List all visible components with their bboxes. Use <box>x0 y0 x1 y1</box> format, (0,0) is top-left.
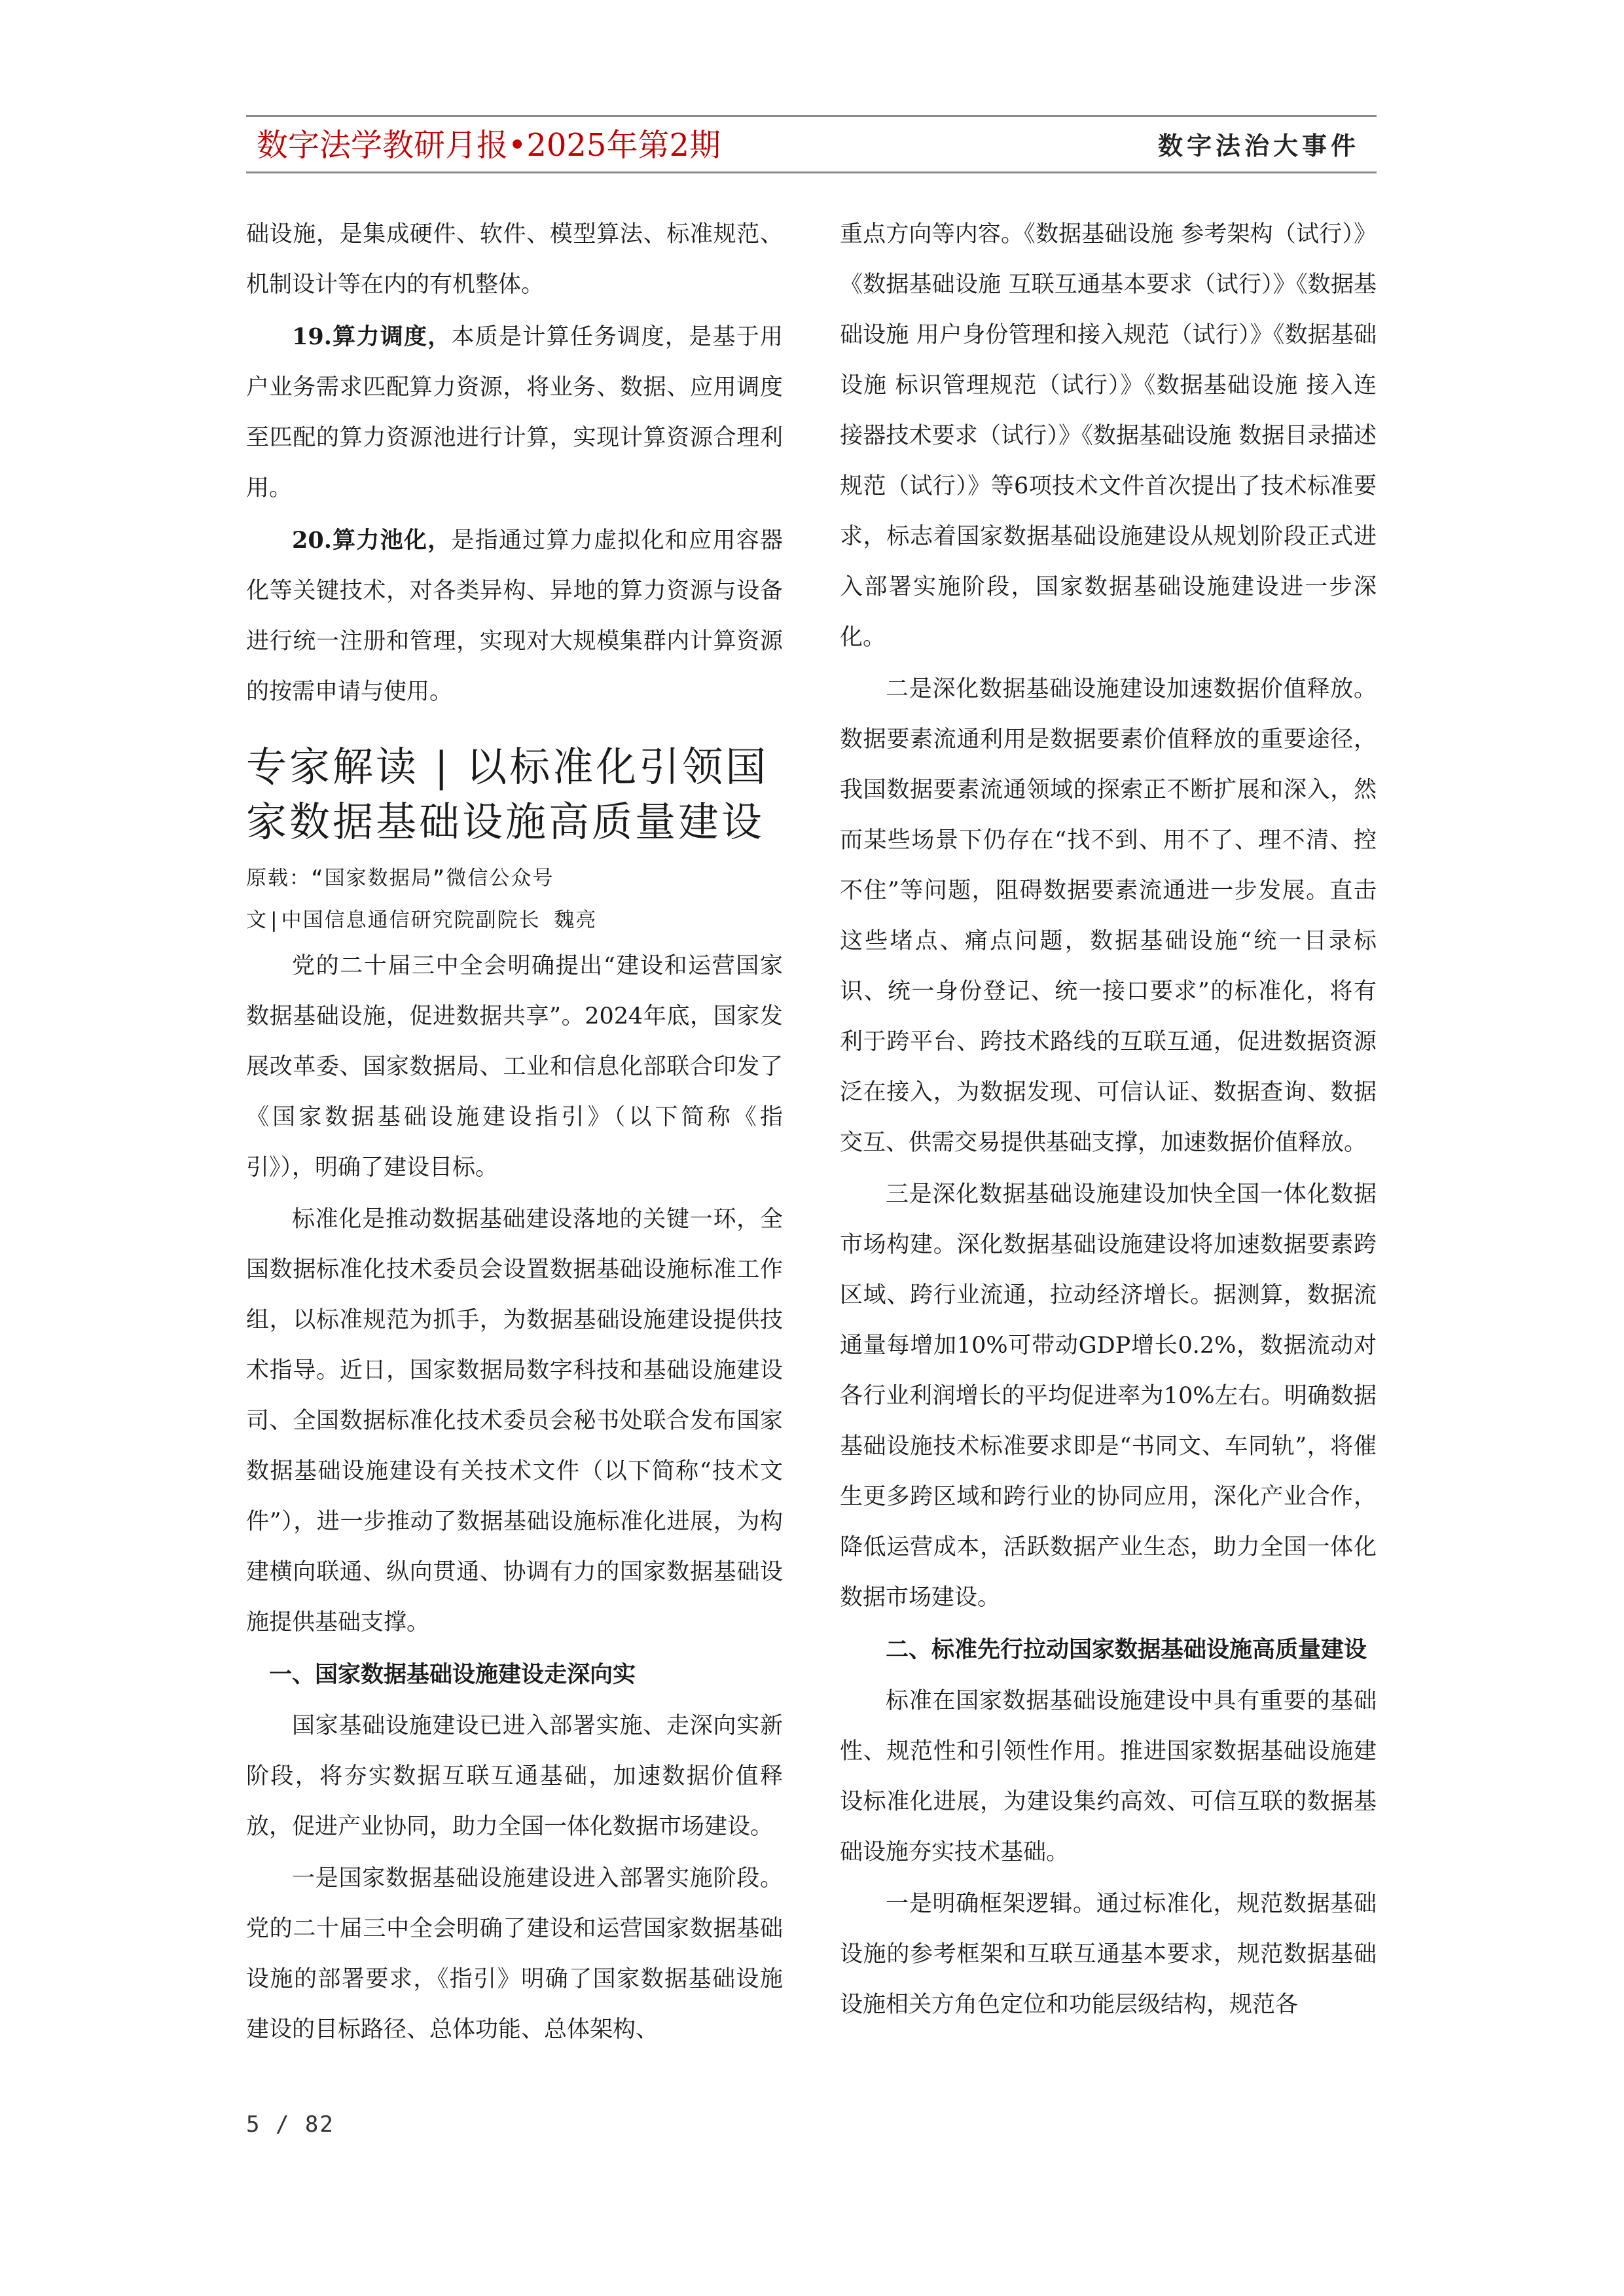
term-text: 本质是计算任务调度，是基于用户业务需求匹配算力资源，将业务、数据、应用调度至匹配的算力资源池进行计算，实现计算资源合理利用。 <box>246 324 783 501</box>
paragraph: 标准化是推动数据基础建设落地的关键一环，全国数据标准化技术委员会设置数据基础设施标准工作组，以标准规范为抓手，为数据基础设施建设提供技术指导。近日，国家数据局数字科技和基础设施建设司、全国数据标准化技术委员会秘书处联合发布国家数据基础设施建设有关技术文件（以下简称“技术文件”），进一步推动了数据基础设施标准化进展，为构建横向联通、纵向贯通、协调有力的国家数据基础设施提供基础支撑。 <box>246 1206 783 1636</box>
article-source: 原载：“国家数据局”微信公众号 <box>246 867 554 890</box>
section-heading: 一、国家数据基础设施建设走深向实 <box>269 1661 636 1688</box>
paragraph: 三是深化数据基础设施建设加快全国一体化数据市场构建。深化数据基础设施建设将加速数据要素跨区域、跨行业流通，拉动经济增长。据测算，数据流通量每增加10%可带动GDP增长0.2%，数据流动对各行业利润增长的平均促进率为10%左右。明确数据基础设施技术标准要求即是“书同文、车同轨”，将催生更多跨区域和跨行业的协同应用，深化产业合作，降低运营成本，活跃数据产业生态，助力全国一体化数据市场建设。 <box>840 1181 1377 1611</box>
paragraph: 一是国家数据基础设施建设进入部署实施阶段。党的二十届三中全会明确了建设和运营国家数据基础设施的部署要求，《指引》明确了国家数据基础设施建设的目标路径、总体功能、总体架构、 <box>246 1865 783 2043</box>
paragraph: 础设施，是集成硬件、软件、模型算法、标准规范、机制设计等在内的有机整体。 <box>246 221 783 298</box>
article-title: 专家解读 | 以标准化引领国家数据基础设施高质量建设 <box>246 743 769 846</box>
paragraph: 重点方向等内容。《数据基础设施 参考架构（试行）》《数据基础设施 互联互通基本要求（试行）》《数据基础设施 用户身份管理和接入规范（试行）》《数据基础设施 标识管理规范（试行）》《数据基础设施 接入连接器技术要求（试行）》《数据基础设施 数据目录描述规范（试行）》等6项技术文件首次提出了技术标准要求，标志着国家数据基础设施建设从规划阶段正式进入部署实施阶段，国家数据基础设施建设进一步深化。 <box>840 221 1377 651</box>
page-number: 5 / 82 <box>246 2111 334 2138</box>
article-author: 文|中国信息通信研究院副院长 魏亮 <box>246 908 598 932</box>
paragraph: 党的二十届三中全会明确提出“建设和运营国家数据基础设施，促进数据共享”。2024年底，国家发展改革委、国家数据局、工业和信息化部联合印发了《国家数据基础设施建设指引》（以下简称《指引》），明确了建设目标。 <box>246 953 783 1181</box>
term-definition-19 <box>246 312 783 514</box>
term-label: 20.算力池化， <box>292 527 452 554</box>
paragraph: 一是明确框架逻辑。通过标准化，规范数据基础设施的参考框架和互联互通基本要求，规范数据基础设施相关方角色定位和功能层级结构，规范各 <box>840 1891 1377 2018</box>
paragraph: 国家基础设施建设已进入部署实施、走深向实新阶段，将夯实数据互联互通基础，加速数据价值释放，促进产业协同，助力全国一体化数据市场建设。 <box>246 1713 783 1840</box>
section-heading: 二、标准先行拉动国家数据基础设施高质量建设 <box>886 1636 1367 1663</box>
term-text: 是指通过算力虚拟化和应用容器化等关键技术，对各类异构、异地的算力资源与设备进行统一注册和管理，实现对大规模集群内计算资源的按需申请与使用。 <box>246 528 783 705</box>
paragraph: 二是深化数据基础设施建设加速数据价值释放。数据要素流通利用是数据要素价值释放的重要途径，我国数据要素流通领域的探索正不断扩展和深入，然而某些场景下仍存在“找不到、用不了、理不清、控不住”等问题，阻碍数据要素流通进一步发展。直击这些堵点、痛点问题，数据基础设施“统一目录标识、统一身份登记、统一接口要求”的标准化，将有利于跨平台、跨技术路线的互联互通，促进数据资源泛在接入，为数据发现、可信认证、数据查询、数据交互、供需交易提供基础支撑，加速数据价值释放。 <box>840 676 1377 1156</box>
header-rule-top <box>246 115 1377 117</box>
term-definition-20 <box>246 515 783 717</box>
section-name: 数字法治大事件 <box>1157 131 1360 160</box>
left-column <box>246 209 783 2056</box>
journal-title: 数字法学教研月报•2025年第2期 <box>257 127 721 164</box>
header-rule-bottom <box>246 171 1377 173</box>
term-label: 19.算力调度， <box>292 323 452 350</box>
right-column <box>840 209 1377 2032</box>
paragraph: 标准在国家数据基础设施建设中具有重要的基础性、规范性和引领性作用。推进国家数据基础设施建设标准化进展，为建设集约高效、可信互联的数据基础设施夯实技术基础。 <box>840 1688 1377 1865</box>
